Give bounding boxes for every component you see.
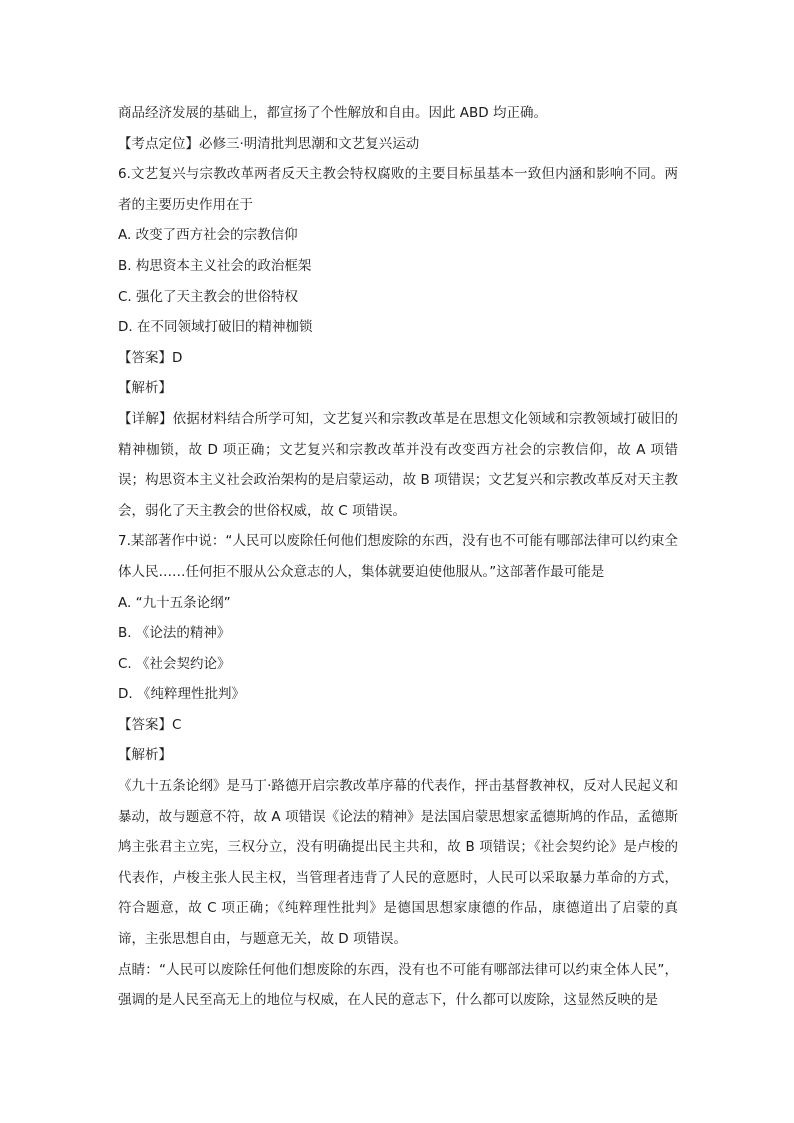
document-page: [118, 98, 678, 1016]
question-6-stem: 6.文艺复兴与宗教改革两者反天主教会特权腐败的主要目标虽基本一致但内涵和影响不同。两者的主要历史作用在于: [118, 166, 678, 213]
question-7-analysis: 《九十五条论纲》是马丁·路德开启宗教改革序幕的代表作，抨击基督教神权，反对人民起义和暴动，故与题意不符，故 A 项错误《论法的精神》是法国启蒙思想家孟德斯鸠的作品，孟德斯鸠主张君主立宪，三权分立，没有明确提出民主共和，故 B 项错误；《社会契约论》是卢梭的代表作，卢梭主张人民主权，当管理者违背了人民的意愿时，人民可以采取暴力革命的方式，符合题意，故 C 项正确；《纯粹理性批判》是德国思想家康德的作品，康德道出了启蒙的真谛，主张思想自由，与题意无关，故 D 项错误。: [118, 778, 678, 948]
question-7-option-a: A. “九十五条论纲”: [118, 594, 231, 611]
question-6-option-c: C. 强化了天主教会的世俗特权: [118, 288, 299, 305]
question-7-stem: 7.某部著作中说：“人民可以废除任何他们想废除的东西，没有也不可能有哪部法律可以约束全体人民……任何拒不服从公众意志的人，集体就要迫使他服从。”这部著作最可能是: [118, 533, 678, 580]
question-7-option-d: D. 《纯粹理性批判》: [118, 686, 245, 703]
question-6-option-b: B. 构思资本主义社会的政治框架: [118, 257, 312, 274]
previous-explanation-tail: 商品经济发展的基础上，都宣扬了个性解放和自由。因此 ABD 均正确。: [118, 105, 547, 121]
question-6-answer: 【答案】D: [118, 349, 183, 366]
previous-kaodian: 【考点定位】必修三·明清批判思潮和文艺复兴运动: [118, 135, 420, 152]
question-7-note: 点睛：“人民可以废除任何他们想废除的东西，没有也不可能有哪部法律可以约束全体人民”，强调的是人民至高无上的地位与权威，在人民的意志下，什么都可以废除，这显然反映的是: [118, 961, 678, 1009]
question-7-option-c: C. 《社会契约论》: [118, 655, 231, 672]
question-6-analysis-label: 【解析】: [118, 380, 172, 397]
question-6-option-d: D. 在不同领域打破旧的精神枷锁: [118, 319, 313, 336]
question-7-answer: 【答案】C: [118, 716, 182, 733]
question-6-option-a: A. 改变了西方社会的宗教信仰: [118, 227, 298, 244]
question-6-detail: 【详解】依据材料结合所学可知，文艺复兴和宗教改革是在思想文化领域和宗教领域打破旧的精神枷锁，故 D 项正确；文艺复兴和宗教改革并没有改变西方社会的宗教信仰，故 A 项错误；构思资本主义社会政治架构的是启蒙运动，故 B 项错误；文艺复兴和宗教改革反对天主教会，弱化了天主教会的世俗权威，故 C 项错误。: [118, 410, 678, 519]
question-7-analysis-label: 【解析】: [118, 747, 172, 764]
question-7-option-b: B. 《论法的精神》: [118, 625, 231, 642]
